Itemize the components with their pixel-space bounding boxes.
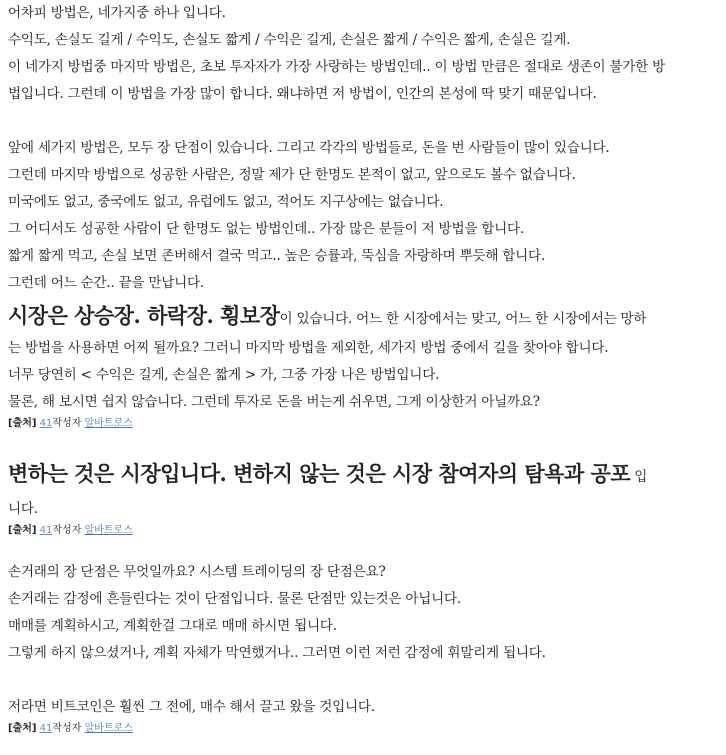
quote-lead-line bbox=[8, 297, 720, 335]
text-line: 손거래의 장 단점은 무엇일까요? 시스템 트레이딩의 장 단점은요? bbox=[8, 564, 386, 580]
source-credit bbox=[8, 523, 720, 539]
source-number-link[interactable]: 41 bbox=[39, 525, 53, 536]
source-credit bbox=[8, 416, 720, 432]
quote-lead-rest: 입 bbox=[634, 469, 648, 485]
author-link[interactable]: 알바트로스 bbox=[84, 418, 133, 429]
spacer bbox=[8, 432, 720, 452]
source-label: [출처] bbox=[8, 418, 37, 429]
source-number-link[interactable]: 41 bbox=[39, 418, 53, 429]
quote-lead-rest: 이 있습니다. 어느 한 시장에서는 맞고, 어느 한 시장에서는 망하 bbox=[279, 311, 647, 327]
text-line: 앞에 세가지 방법은, 모두 장 단점이 있습니다. 그리고 각각의 방법들로, 돈을 번 사람들이 많이 있습니다. bbox=[8, 140, 610, 156]
author-link[interactable]: 알바트로스 bbox=[84, 723, 133, 734]
source-label: [출처] bbox=[8, 723, 37, 734]
quote-market-types bbox=[8, 297, 720, 416]
paragraph-manual-trading bbox=[8, 559, 720, 667]
quote-lead-line bbox=[8, 452, 720, 496]
source-number-link[interactable]: 41 bbox=[39, 723, 53, 734]
text-line: 이 네가지 방법중 마지막 방법은, 초보 투자자가 가장 사랑하는 방법인데.. 이 방법 만큼은 절대로 생존이 불가한 방 bbox=[8, 59, 666, 75]
text-line: 그런데 어느 순간.. 끝을 만납니다. bbox=[8, 275, 204, 291]
text-line: 매매를 계획하시고, 계획한걸 그대로 매매 하시면 됩니다. bbox=[8, 618, 337, 634]
paragraph-three-methods bbox=[8, 135, 720, 297]
spacer bbox=[8, 539, 720, 559]
text-line: 저라면 비트코인은 훨씬 그 전에, 매수 해서 끌고 왔을 것입니다. bbox=[8, 699, 375, 715]
spacer bbox=[8, 667, 720, 694]
text-line: 미국에도 없고, 중국에도 없고, 유럽에도 없고, 적어도 지구상에는 없습니다. bbox=[8, 194, 444, 210]
text-line: 법입니다. 그런데 이 방법을 가장 많이 합니다. 왜냐하면 저 방법이, 인간의 본성에 딱 맞기 때문입니다. bbox=[8, 86, 597, 102]
paragraph-bitcoin bbox=[8, 694, 720, 721]
text-line: 그렇게 하지 않으셨거나, 계획 자체가 막연했거나.. 그러면 이런 저런 감정에 휘말리게 됩니다. bbox=[8, 645, 546, 661]
text-line: 짧게 짧게 먹고, 손실 보면 존버해서 결국 먹고.. 높은 승률과, 뚝심을 자랑하며 뿌듯해 합니다. bbox=[8, 248, 546, 264]
quote-emphasis: 변하는 것은 시장입니다. 변하지 않는 것은 시장 참여자의 탐욕과 공포 bbox=[8, 461, 631, 486]
paragraph-methods bbox=[8, 0, 720, 108]
quote-emphasis: 시장은 상승장. 하락장. 횡보장 bbox=[8, 303, 280, 328]
quote-market-emotion bbox=[8, 452, 720, 523]
article-body bbox=[8, 0, 720, 737]
text-line: 어차피 방법은, 네가지중 하나 입니다. bbox=[8, 5, 226, 21]
text-line: 그런데 마지막 방법으로 성공한 사람은, 정말 제가 단 한명도 본적이 없고, 앞으로도 볼수 없습니다. bbox=[8, 167, 576, 183]
text-line: 너무 당연히 < 수익은 길게, 손실은 짧게 > 가, 그중 가장 나은 방법입니다. bbox=[8, 367, 440, 383]
text-line: 니다. bbox=[8, 501, 38, 517]
text-line: 손거래는 감정에 흔들린다는 것이 단점입니다. 물론 단점만 있는것은 아닙니다. bbox=[8, 591, 461, 607]
spacer bbox=[8, 108, 720, 135]
text-line: 그 어디서도 성공한 사람이 단 한명도 없는 방법인데.. 가장 많은 분들이 저 방법을 합니다. bbox=[8, 221, 524, 237]
author-label: 작성자 bbox=[52, 418, 82, 429]
author-label: 작성자 bbox=[52, 525, 82, 536]
author-label: 작성자 bbox=[52, 723, 82, 734]
text-line: 물론, 해 보시면 쉽지 않습니다. 그런데 투자로 돈을 버는게 쉬우면, 그게 이상한거 아닐까요? bbox=[8, 394, 540, 410]
text-line: 수익도, 손실도 길게 / 수익도, 손실도 짧게 / 수익은 길게, 손실은 짧게 / 수익은 짧게, 손실은 길게. bbox=[8, 32, 571, 48]
text-line: 는 방법을 사용하면 어찌 될까요? 그러니 마지막 방법을 제외한, 세가지 방법 중에서 길을 찾아야 합니다. bbox=[8, 340, 609, 356]
author-link[interactable]: 알바트로스 bbox=[84, 525, 133, 536]
source-label: [출처] bbox=[8, 525, 37, 536]
source-credit bbox=[8, 721, 720, 737]
